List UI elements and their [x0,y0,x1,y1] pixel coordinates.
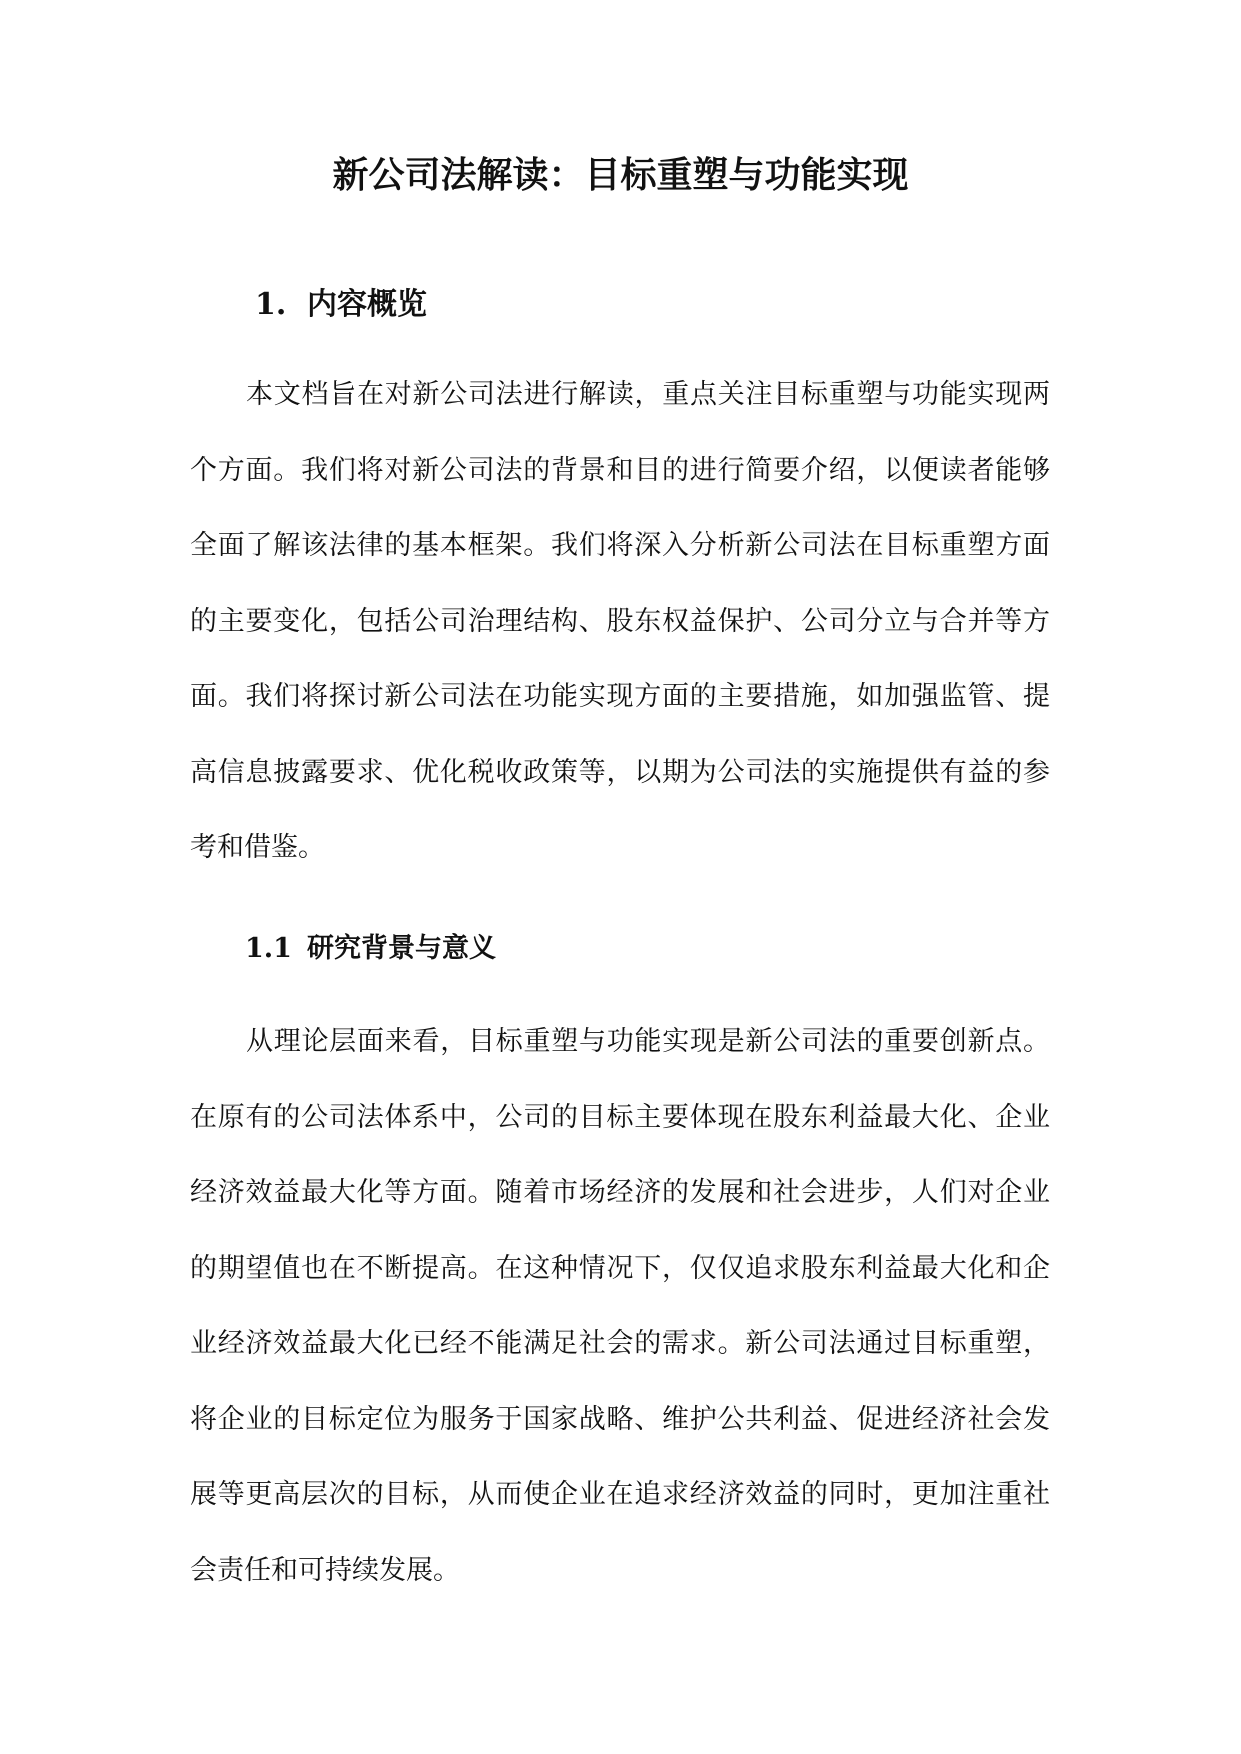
section-heading-1-1 [245,929,496,969]
section-1-paragraph: 本文档旨在对新公司法进行解读，重点关注目标重塑与功能实现两个方面。我们将对新公司法的背景和目的进行简要介绍，以便读者能够全面了解该法律的基本框架。我们将深入分析新公司法在目标重塑方面的主要变化，包括公司治理结构、股东权益保护、公司分立与合并等方面。我们将探讨新公司法在功能实现方面的主要措施，如加强监管、提高信息披露要求、优化税收政策等，以期为公司法的实施提供有益的参考和借鉴。 [190,379,1050,863]
section-title-1: 内容概览 [307,287,427,322]
section-title-1-1: 研究背景与意义 [307,933,496,964]
section-number-1: 1. [255,287,287,322]
section-1-1-paragraph: 从理论层面来看，目标重塑与功能实现是新公司法的重要创新点。在原有的公司法体系中，公司的目标主要体现在股东利益最大化、企业经济效益最大化等方面。随着市场经济的发展和社会进步，人们对企业的期望值也在不断提高。在这种情况下，仅仅追求股东利益最大化和企业经济效益最大化已经不能满足社会的需求。新公司法通过目标重塑，将企业的目标定位为服务于国家战略、维护公共利益、促进经济社会发展等更高层次的目标，从而使企业在追求经济效益的同时，更加注重社会责任和可持续发展。 [190,1026,1050,1586]
document-title: 新公司法解读：目标重塑与功能实现 [332,154,909,196]
section-number-1-1: 1.1 [245,933,292,964]
section-heading-1 [255,283,427,327]
